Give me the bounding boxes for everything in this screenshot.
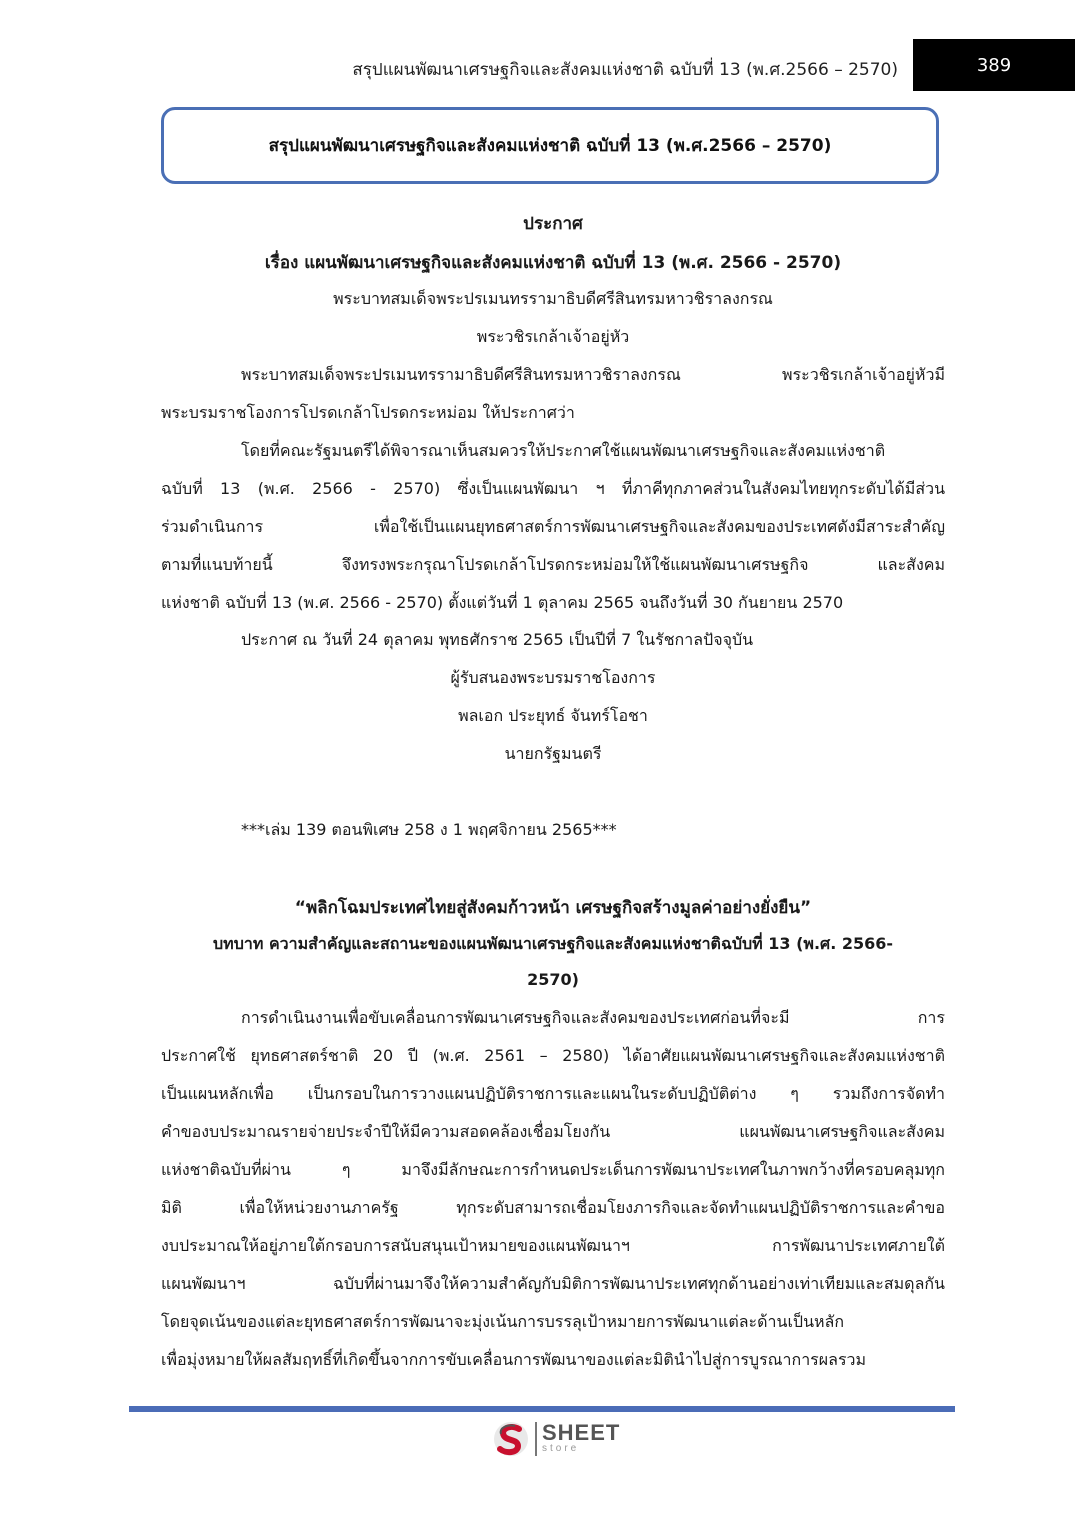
paragraph-line: เป็นแผนหลักเพื่อ เป็นกรอบในการวางแผนปฏิบัติราชการและแผนในระดับปฏิบัติต่าง ๆ รวมถึงการจัดทำ <box>161 1084 945 1103</box>
paragraph-line: การดำเนินงานเพื่อขับเคลื่อนการพัฒนาเศรษฐกิจและสังคมของประเทศก่อนที่จะมี การ <box>241 1008 945 1027</box>
document-title-box <box>161 107 939 184</box>
section-heading-line1: บทบาท ความสำคัญและสถานะของแผนพัฒนาเศรษฐกิจและสังคมแห่งชาติฉบับที่ 13 (พ.ศ. 2566- <box>212 934 894 953</box>
paragraph-line: แผนพัฒนาฯ ฉบับที่ผ่านมาจึงให้ความสำคัญกับมิติการพัฒนาประเทศทุกด้านอย่างเท่าเทียมและสมดุลกัน <box>161 1274 945 1293</box>
paragraph-line: ตามที่แนบท้ายนี้ จึงทรงพระกรุณาโปรดเกล้าโปรดกระหม่อมให้ใช้แผนพัฒนาเศรษฐกิจ และสังคม <box>161 555 945 574</box>
signer-title: นายกรัฐมนตรี <box>504 744 602 763</box>
running-header-title: สรุปแผนพัฒนาเศรษฐกิจและสังคมแห่งชาติ ฉบับที่ 13 (พ.ศ.2566 – 2570) <box>352 60 898 80</box>
section-slogan: “พลิกโฉมประเทศไทยสู่สังคมก้าวหน้า เศรษฐกิจสร้างมูลค่าอย่างยั่งยืน” <box>294 898 812 918</box>
section-body <box>161 999 945 1379</box>
paragraph-line: ประกาศใช้ ยุทธศาสตร์ชาติ 20 ปี (พ.ศ. 2561 – 2580) ได้อาศัยแผนพัฒนาเศรษฐกิจและสังคมแห่งชาติ <box>161 1046 945 1065</box>
page-number: 389 <box>976 54 1012 76</box>
paragraph-line: โดยที่คณะรัฐมนตรีได้พิจารณาเห็นสมควรให้ประกาศใช้แผนพัฒนาเศรษฐกิจและสังคมแห่งชาติ <box>241 441 886 460</box>
king-title-line1: พระบาทสมเด็จพระปรเมนทรรามาธิบดีศรีสินทรมหาวชิราลงกรณ <box>333 289 773 308</box>
paragraph-line: ฉบับที่ 13 (พ.ศ. 2566 - 2570) ซึ่งเป็นแผนพัฒนา ฯ ที่ภาคีทุกภาคส่วนในสังคมไทยทุกระดับได้มีส่วน <box>161 479 945 498</box>
logo-text: SHEET <box>542 1420 621 1445</box>
king-title-line2: พระวชิรเกล้าเจ้าอยู่หัว <box>476 327 630 346</box>
paragraph-line: โดยจุดเน้นของแต่ละยุทธศาสตร์การพัฒนาจะมุ่งเน้นการบรรลุเป้าหมายการพัฒนาแต่ละด้านเป็นหลัก <box>161 1312 845 1331</box>
announcement-paragraph-2 <box>161 432 945 622</box>
countersign-line: ผู้รับสนองพระบรมราชโองการ <box>450 668 656 687</box>
signer-name: พลเอก ประยุทธ์ จันทร์โอชา <box>458 706 648 725</box>
page-number-box <box>913 39 1075 91</box>
footer-divider-bar <box>129 1406 955 1412</box>
logo-subtext: store <box>542 1443 580 1454</box>
paragraph-line: แห่งชาติฉบับที่ผ่าน ๆ มาจึงมีลักษณะการกำหนดประเด็นการพัฒนาประเทศในภาพกว้างที่ครอบคลุมทุก <box>161 1160 945 1179</box>
paragraph-line: พระบาทสมเด็จพระปรเมนทรรามาธิบดีศรีสินทรมหาวชิราลงกรณ พระวชิรเกล้าเจ้าอยู่หัวมี <box>241 365 945 384</box>
paragraph-line: พระบรมราชโองการโปรดเกล้าโปรดกระหม่อม ให้ประกาศว่า <box>161 403 575 422</box>
gazette-reference: ***เล่ม 139 ตอนพิเศษ 258 ง 1 พฤศจิกายน 2565*** <box>241 820 617 839</box>
paragraph-line: ร่วมดำเนินการ เพื่อใช้เป็นแผนยุทธศาสตร์การพัฒนาเศรษฐกิจและสังคมของประเทศดังมีสาระสำคัญ <box>161 517 945 536</box>
announcement-date: ประกาศ ณ วันที่ 24 ตุลาคม พุทธศักราช 2565 เป็นปีที่ 7 ในรัชกาลปัจจุบัน <box>241 630 754 649</box>
paragraph-line: มิติ เพื่อให้หน่วยงานภาครัฐ ทุกระดับสามารถเชื่อมโยงภารกิจและจัดทำแผนปฏิบัติราชการและคำขอ <box>161 1198 945 1217</box>
paragraph-line: เพื่อมุ่งหมายให้ผลสัมฤทธิ์ที่เกิดขึ้นจากการขับเคลื่อนการพัฒนาของแต่ละมิตินำไปสู่การบูรณาการผลรวม <box>161 1350 867 1369</box>
announcement-paragraph-1 <box>161 356 945 432</box>
paragraph-line: คำของบประมาณรายจ่ายประจำปีให้มีความสอดคล้องเชื่อมโยงกัน แผนพัฒนาเศรษฐกิจและสังคม <box>161 1122 945 1141</box>
document-title: สรุปแผนพัฒนาเศรษฐกิจและสังคมแห่งชาติ ฉบับที่ 13 (พ.ศ.2566 – 2570) <box>268 136 832 156</box>
announcement-subject: เรื่อง แผนพัฒนาเศรษฐกิจและสังคมแห่งชาติ ฉบับที่ 13 (พ.ศ. 2566 - 2570) <box>264 253 842 273</box>
announcement-heading: ประกาศ <box>523 214 583 234</box>
paragraph-line: แห่งชาติ ฉบับที่ 13 (พ.ศ. 2566 - 2570) ตั้งแต่วันที่ 1 ตุลาคม 2565 จนถึงวันที่ 30 กันยายน 2570 <box>161 593 844 612</box>
paragraph-line: งบประมาณให้อยู่ภายใต้กรอบการสนับสนุนเป้าหมายของแผนพัฒนาฯ การพัฒนาประเทศภายใต้ <box>161 1236 945 1255</box>
section-heading-line2: 2570) <box>527 970 579 989</box>
